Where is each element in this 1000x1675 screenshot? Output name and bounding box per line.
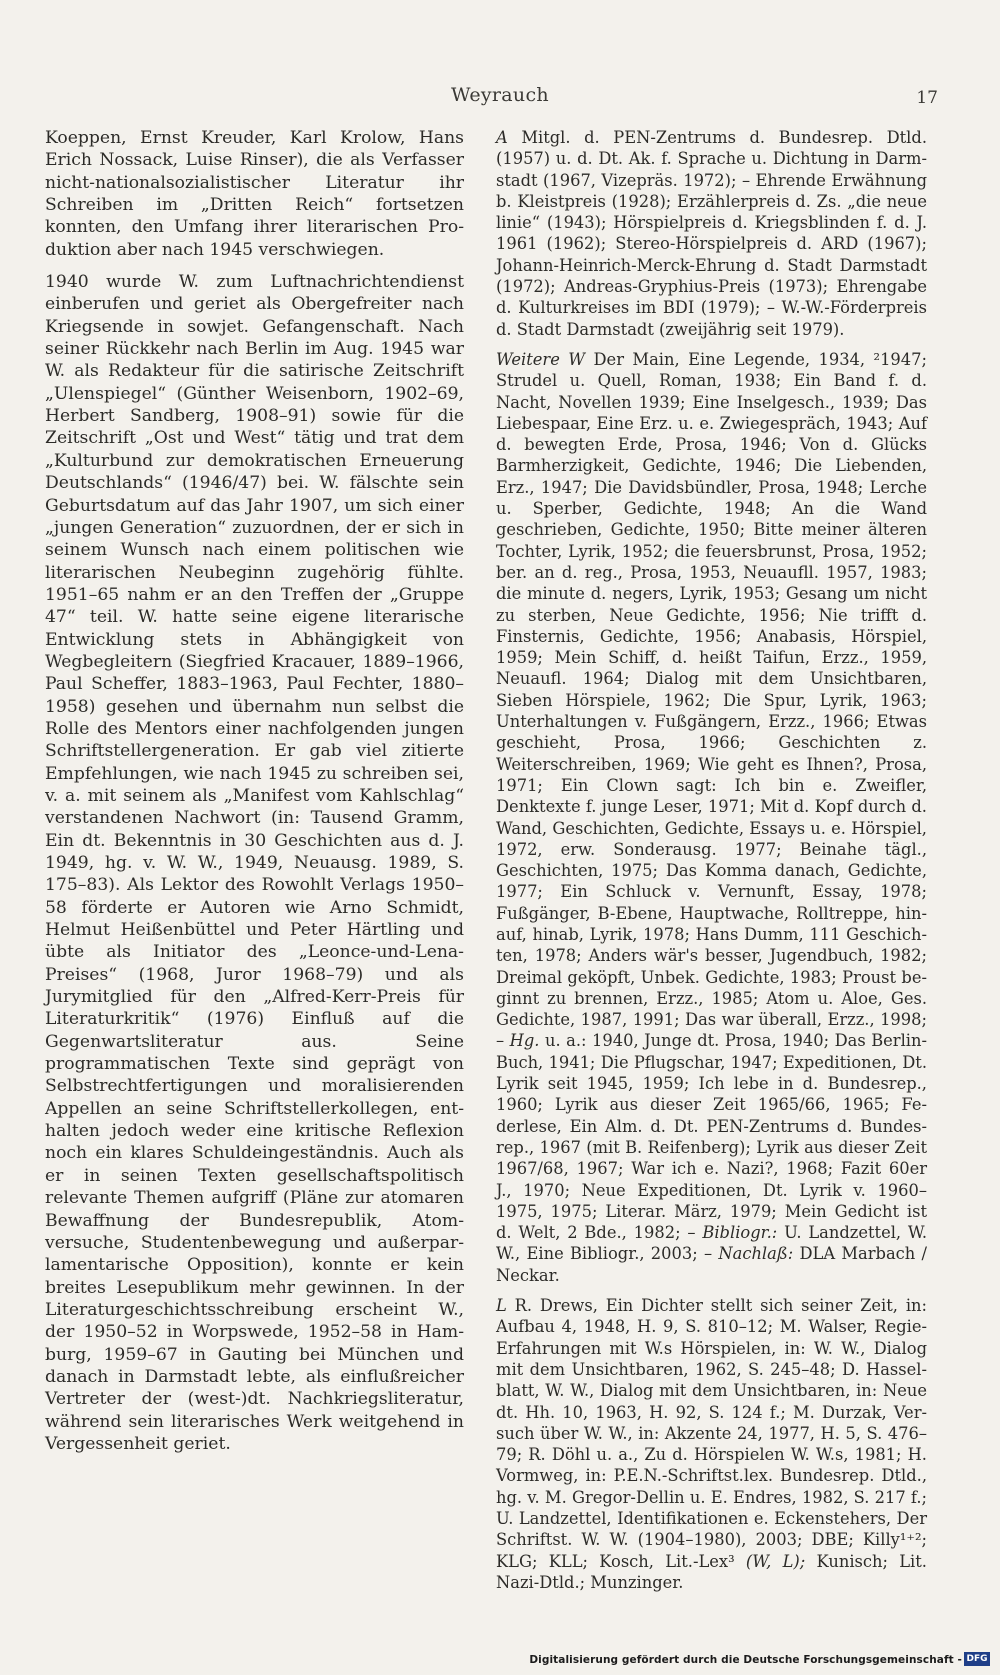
footer [0, 1650, 1000, 1675]
right-column [496, 127, 927, 1602]
literature-text: R. Drews, Ein Dichter stellt sich seiner Zeit, in: Aufbau 4, 1948, H. 9, S. 810–12; M. Walser, Regie-Erfahrungen mit W.s Hörspielen, in: W. W., Dialog mit dem Unsichtbaren, 1962, S. 245–48; D. Hasselblatt, W. W., Dialog mit dem Unsichtbaren, in: Neue dt. Hh. 10, 1963, H. 92, S. 124 f.; M. Durzak, Versuch über W. W., in: Akzente 24, 1977, H. 5, S. 476–79; R. Döhl u. a., Zu d. Hörspielen W. W.s, 1981; H. Vormweg, in: P.E.N.-Schriftst.lex. Bundesrep. Dtld., hg. v. M. Gregor-Dellin u. E. Endres, 1982, S. 217 f.; U. Landzettel, Identifikationen e. Eckenstehers, Der Schriftst. W. W. (1904–1980), 2003; DBE; Killy¹⁺²; KLG; KLL; Kosch, Lit.-Lex³ [496, 1296, 927, 1571]
works-siglum: Weitere W [496, 349, 586, 369]
dfg-logo: DFG [964, 1652, 990, 1666]
running-title: Weyrauch [451, 84, 549, 106]
works-text: Der Main, Eine Legende, 1934, ²1947; Strudel u. Quell, Roman, 1938; Ein Band f. d. Nacht, Novellen 1939; Eine Inselgesch., 1939; Das Liebespaar, Eine Erz. u. e. Zwiegespräch, 1943; Auf d. bewegten Erde, Prosa, 1946; Von d. Glücks Barmherzigkeit, Gedichte, 1946; Die Liebenden, Erz., 1947; Die Davidsbündler, Prosa, 1948; Lerche u. Sperber, Gedichte, 1948; An die Wand geschrieben, Gedichte, 1950; Bitte meiner älteren Tochter, Lyrik, 1952; die feuersbrunst, Prosa, 1952; ber. an d. reg., Prosa, 1953, Neuaufll. 1957, 1983; die minute d. negers, Lyrik, 1953; Gesang um nicht zu sterben, Neue Gedichte, 1956; Nie trifft d. Finsternis, Gedichte, 1956; Anabasis, Hörspiel, 1959; Mein Schiff, d. heißt Taifun, Erzz., 1959, Neuaufl. 1964; Dialog mit dem Unsichtbaren, Sieben Hörspiele, 1962; Die Spur, Lyrik, 1963; Unterhaltungen v. Fußgängern, Erzz., 1966; Etwas geschieht, Prosa, 1966; Geschichten z. Weiterschreiben, 1969; Wie geht es Ihnen?, Prosa, 1971; Ein Clown sagt: Ich bin e. Zweifler, Denktexte f. junge Leser, 1971; Mit d. Kopf durch d. Wand, Geschichten, Gedichte, Essays u. e. Hörspiel, 1972, erw. Sonderausg. 1977; Beinahe tägl., Geschichten, 1975; Das Komma danach, Gedichte, 1977; Ein Schluck v. Vernunft, Essay, 1978; Fußgänger, B-Ebene, Hauptwache, Rolltreppe, hinauf, hinab, Lyrik, 1978; Hans Dumm, 111 Geschichten, 1978; Anders wär's besser, Jugendbuch, 1982; Dreimal geköpft, Unbek. Gedichte, 1983; Proust beginnt zu brennen, Erzz., 1985; Atom u. Aloe, Ges. Gedichte, 1987, 1991; Das war überall, Erzz., 1998; – [496, 349, 927, 1051]
estate-siglum: Nachlaß: [718, 1244, 794, 1264]
editor-text: u. a.: 1940, Junge dt. Prosa, 1940; Das Berlin-Buch, 1941; Die Pflugschar, 1947; Expeditionen, Dt. Lyrik seit 1945, 1959; Ich lebe in d. Bundesrep., 1960; Lyrik aus dieser Zeit 1965/66, 1965; Federlese, Ein Alm. d. Dt. PEN-Zentrums d. Bundesrep., 1967 (mit B. Reifenberg); Lyrik aus dieser Zeit 1967/68, 1967; War ich e. Nazi?, 1968; Fazit 60er J., 1970; Neue Expeditionen, Dt. Lyrik v. 1960–1975, 1975; Literar. März, 1979; Mein Gedicht ist d. Welt, 2 Bde., 1982; – [496, 1031, 927, 1243]
left-column [45, 127, 464, 1465]
body-paragraph: 1940 wurde W. zum Luftnachrichtendienst einberufen und geriet als Obergefreiter nach Kriegsende in sowjet. Gefangenschaft. Nach seiner Rückkehr nach Berlin im Aug. 1945 war W. als Redakteur für die satirische Zeitschrift „Ulenspiegel“ (Günther Weisenborn, 1902–69, Herbert Sandberg, 1908–91) sowie für die Zeitschrift „Ost und West“ tätig und trat dem „Kulturbund zur demokratischen Erneuerung Deutschlands“ (1946/47) bei. W. fälschte sein Geburtsdatum auf das Jahr 1907, um sich einer „jungen Generation“ zuzuordnen, der er sich in seinem Wunsch nach einem politischen wie literarischen Neubeginn zugehörig fühlte. 1951–65 nahm er an den Treffen der „Gruppe 47“ teil. W. hatte seine eigene literarische Entwicklung stets in Abhängigkeit von Wegbegleitern (Siegfried Kracauer, 1889–1966, Paul Scheffer, 1883–1963, Paul Fechter, 1880–1958) gesehen und übernahm nun selbst die Rolle des Mentors einer nachfolgenden jungen Schriftstellergeneration. Er gab viel zitierte Empfehlungen, wie nach 1945 zu schreiben sei, v. a. mit seinem als „Manifest vom Kahlschlag“ verstandenen Nachwort (in: Tausend Gramm, Ein dt. Bekenntnis in 30 Geschichten aus d. J. 1949, hg. v. W. W., 1949, Neuausg. 1989, S. 175–83). Als Lektor des Rowohlt Verlags 1950–58 förderte er Autoren wie Arno Schmidt, Helmut Heißenbüttel und Peter Härtling und übte als Initiator des „Leonce-und-Lena-Preises“ (1968, Juror 1968–79) und als Jurymitglied für den „Alfred-Kerr-Preis für Literaturkritik“ (1976) Einfluß auf die Gegenwartsliteratur aus. Seine programmatischen Texte sind geprägt von Selbstrechtfertigungen und moralisierenden Appellen an seine Schriftstellerkollegen, enthalten jedoch weder eine kritische Reflexion noch ein klares Schuldeingeständnis. Auch als er in seinen Texten gesellschaftspolitisch relevante Themen aufgriff (Pläne zur atomaren Bewaffnung der Bundesrepublik, Atomversuche, Studentenbewegung und außerparlamentarische Opposition), konnte er kein breites Lesepublikum mehr gewinnen. In der Literaturgeschichtsschreibung erscheint W., der 1950–52 in Worpswede, 1952–58 in Hamburg, 1959–67 in Gauting bei München und danach in Darmstadt lebte, als einflußreicher Vertreter der (west-)dt. Nachkriegsliteratur, während sein literarisches Werk weitgehend in Vergessenheit geriet. [45, 272, 464, 1454]
literature-siglum: L [496, 1296, 507, 1316]
editor-siglum: Hg. [509, 1031, 540, 1051]
bibliography-siglum: Bibliogr.: [702, 1223, 778, 1243]
body-paragraph: Koeppen, Ernst Kreuder, Karl Krolow, Hans Erich Nossack, Luise Rinser), die als Verfasser nicht-nationalsozialistischer Literatur ihr Schreiben im „Dritten Reich“ fortsetzen konnten, den Umfang ihrer literarischen Produktion aber nach 1945 verschwiegen. [45, 128, 464, 260]
funding-credit: Digitalisierung gefördert durch die Deutsche Forschungsgemeinschaft - [529, 1654, 962, 1666]
page-number: 17 [916, 88, 938, 108]
bibliography-text: U. Landzettel, W. W., Eine Bibliogr., 2003; – [496, 1223, 927, 1264]
literature-end-text: Kunisch; Lit. Nazi-Dtld.; Munzinger. [496, 1551, 927, 1592]
awards-siglum: A [496, 128, 508, 147]
literature-entry [496, 1295, 927, 1593]
literature-end-siglum: (W, L); [745, 1551, 806, 1571]
works-entry [496, 349, 927, 1286]
estate-text: DLA Marbach / Neckar. [496, 1244, 927, 1285]
awards-text: Mitgl. d. PEN-Zentrums d. Bundesrep. Dtld. (1957) u. d. Dt. Ak. f. Sprache u. Dichtung in Darmstadt (1967, Vizepräs. 1972); – Ehrende Erwähnung b. Kleistpreis (1928); Erzählerpreis d. Zs. „die neue linie“ (1943); Hörspielpreis d. Kriegsblinden f. d. J. 1961 (1962); Stereo-Hörspielpreis d. ARD (1967); Johann-Heinrich-Merck-Ehrung d. Stadt Darmstadt (1972); Andreas-Gryphius-Preis (1973); Ehrengabe d. Kulturkreises im BDI (1979); – W.-W.-Förderpreis d. Stadt Darmstadt (zweijährig seit 1979). [496, 128, 927, 339]
awards-entry [496, 127, 927, 340]
